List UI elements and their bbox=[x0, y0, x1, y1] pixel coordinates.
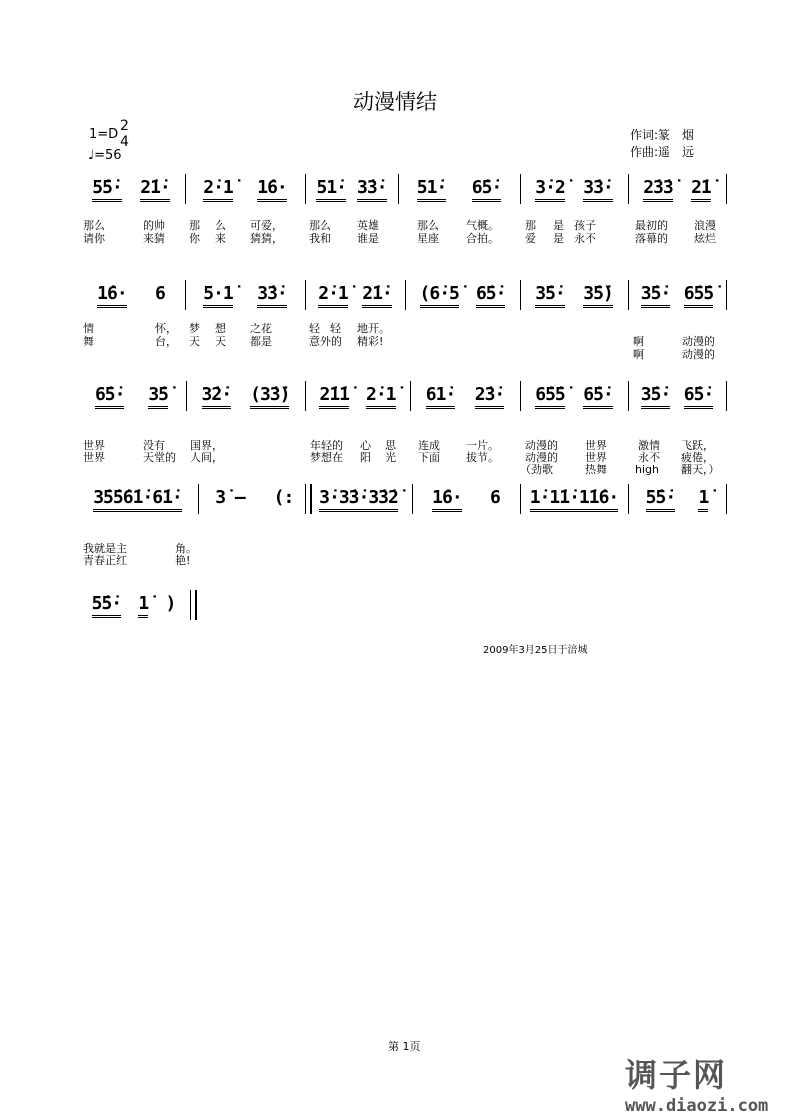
lyric-word: 那么 bbox=[309, 219, 331, 232]
measure bbox=[204, 488, 256, 518]
measure bbox=[634, 488, 720, 518]
time-signature bbox=[120, 118, 129, 150]
lyric-word: 来猜 bbox=[143, 232, 165, 245]
barline bbox=[186, 381, 187, 411]
lyric-word: 下面 bbox=[418, 451, 440, 464]
measure bbox=[83, 385, 180, 415]
note-group: 3̇5̇) bbox=[583, 284, 613, 308]
note-group: 2̇1̇· bbox=[140, 178, 170, 202]
note-group: 6̇5̇· bbox=[684, 385, 714, 409]
lyric-word: 浪漫 bbox=[694, 219, 716, 232]
lyric-word: 青春正红 bbox=[83, 554, 127, 567]
lyric-word: 翻天，） bbox=[681, 463, 720, 476]
barline bbox=[520, 174, 521, 204]
measure bbox=[634, 284, 720, 314]
note-group: (3̇3̇) bbox=[250, 385, 289, 409]
note-group: 2̇3̇3̇ bbox=[643, 178, 673, 202]
barline bbox=[305, 381, 306, 411]
note-group: 2̇·1̇ bbox=[318, 284, 348, 308]
note-group: 51̇· bbox=[316, 178, 346, 202]
lyric-word: 天堂的 bbox=[143, 451, 176, 464]
lyric-word: 梦 bbox=[189, 322, 200, 335]
lyric-word: 孩子 bbox=[574, 219, 596, 232]
note-group: 2̇1̇· bbox=[362, 284, 392, 308]
lyric-word: 是 bbox=[553, 219, 564, 232]
lyric-word: 星座 bbox=[417, 232, 439, 245]
key-signature: 1=D bbox=[89, 127, 119, 142]
note-group: (: bbox=[273, 487, 294, 508]
lyric-word: 情 bbox=[83, 322, 94, 335]
watermark-logo: 调子网 bbox=[625, 1056, 728, 1094]
measure bbox=[83, 594, 184, 624]
note-group: 5̇5̇· bbox=[646, 488, 676, 512]
lyric-word: 合拍。 bbox=[466, 232, 499, 245]
measure bbox=[634, 178, 720, 208]
measure bbox=[416, 385, 514, 415]
note-group: 51̇· bbox=[417, 178, 447, 202]
barline bbox=[520, 381, 521, 411]
note-group: 1̇6· bbox=[257, 178, 287, 202]
lyric-word: 动漫的 bbox=[682, 335, 715, 348]
measure bbox=[83, 178, 179, 208]
barline bbox=[628, 484, 629, 514]
lyric-word: 英雄 bbox=[357, 219, 379, 232]
note-group: 3̇3̇· bbox=[357, 178, 387, 202]
lyric-word: 爱 bbox=[525, 232, 536, 245]
note-group: 2̇·1̇ bbox=[366, 385, 396, 409]
lyric-word: 永不 bbox=[574, 232, 596, 245]
note-group: 2̇3̇· bbox=[475, 385, 505, 409]
measure bbox=[311, 385, 404, 415]
tempo-value: =56 bbox=[94, 148, 122, 163]
lyric-word: 思 bbox=[385, 439, 396, 452]
double-barline bbox=[190, 590, 197, 620]
lyric-word: 动漫的 bbox=[525, 439, 558, 452]
lyric-word: 光 bbox=[385, 451, 396, 464]
note-group: 3̇5̇ bbox=[148, 385, 168, 409]
measure bbox=[526, 385, 622, 415]
barline bbox=[628, 280, 629, 310]
note-group: 6̇5̇· bbox=[95, 385, 125, 409]
lyric-word: 都是 bbox=[250, 335, 272, 348]
note-group: 6̇5̇· bbox=[472, 178, 502, 202]
note-group: 3̇5̇· bbox=[641, 385, 671, 409]
barline bbox=[410, 381, 411, 411]
lyric-word: 啊 bbox=[633, 348, 644, 361]
lyric-word: 世界 bbox=[83, 451, 105, 464]
quarter-note-icon: ♩ bbox=[88, 148, 95, 163]
lyric-word: 台， bbox=[155, 335, 177, 348]
lyric-word: 请你 bbox=[83, 232, 105, 245]
lyric-word: 可爱， bbox=[250, 219, 283, 232]
barline bbox=[198, 484, 199, 514]
note-group: 3̇3̇· bbox=[257, 284, 287, 308]
note-group: 3̇·2̇ bbox=[535, 178, 565, 202]
barline bbox=[628, 381, 629, 411]
note-group: (6̇·5̇ bbox=[420, 284, 459, 308]
barline bbox=[726, 280, 727, 310]
note-group: 1̇6· bbox=[432, 488, 462, 512]
lyric-word: 没有 bbox=[143, 439, 165, 452]
lyric-word: 谁是 bbox=[357, 232, 379, 245]
note-group: 61̇· bbox=[426, 385, 456, 409]
note-group: 6 bbox=[489, 487, 500, 508]
barline bbox=[726, 381, 727, 411]
tempo-marking bbox=[88, 148, 122, 163]
lyric-word: 我就是主 bbox=[83, 542, 127, 555]
lyric-word: 世界 bbox=[83, 439, 105, 452]
lyric-word: 炫烂 bbox=[694, 232, 716, 245]
lyric-word: 怀， bbox=[155, 322, 177, 335]
note-group: 1̇·1̇1̇·1̇1̇6· bbox=[530, 488, 619, 512]
measure bbox=[411, 284, 514, 314]
measure bbox=[634, 385, 720, 415]
lyric-word: 啊 bbox=[633, 335, 644, 348]
barline bbox=[726, 484, 727, 514]
lyric-word: 世界 bbox=[585, 439, 607, 452]
note-group: 6̇5̇5̇ bbox=[684, 284, 714, 308]
lyric-word: high bbox=[635, 463, 659, 476]
barline bbox=[305, 280, 306, 310]
barline bbox=[398, 174, 399, 204]
lyric-word: 艳! bbox=[175, 554, 191, 567]
lyric-word: 猜猜， bbox=[250, 232, 283, 245]
barline bbox=[305, 174, 306, 204]
lyric-word: 世界 bbox=[585, 451, 607, 464]
time-signature-bottom: 4 bbox=[120, 134, 129, 150]
lyric-word: 那么 bbox=[83, 219, 105, 232]
measure bbox=[418, 488, 514, 518]
measure bbox=[526, 488, 622, 518]
page-number: 第 1页 bbox=[388, 1040, 421, 1053]
lyric-word: 轻 bbox=[309, 322, 320, 335]
lyric-word: 激情 bbox=[638, 439, 660, 452]
song-title: 动漫情结 bbox=[353, 90, 437, 114]
lyric-word: 角。 bbox=[175, 542, 197, 555]
lyric-word: 年轻的 bbox=[310, 439, 343, 452]
lyric-word: 那么 bbox=[417, 219, 439, 232]
barline bbox=[185, 174, 186, 204]
lyric-word: 是 bbox=[553, 232, 564, 245]
note-group: 3̇3̇· bbox=[583, 178, 613, 202]
note-group: ) bbox=[165, 593, 176, 614]
time-signature-top: 2 bbox=[120, 118, 129, 134]
lyric-word: 那 bbox=[189, 219, 200, 232]
lyric-word: 拔节。 bbox=[466, 451, 499, 464]
note-group: 3̇·3̇3̇·3̇3̇2̇ bbox=[319, 488, 398, 512]
note-group: 2̇1̇ bbox=[691, 178, 711, 202]
lyric-word: 意外的 bbox=[309, 335, 342, 348]
note-group: 5·1̇ bbox=[203, 284, 233, 308]
note-group: 3̇2̇· bbox=[202, 385, 232, 409]
lyric-word: 人间， bbox=[190, 451, 223, 464]
barline bbox=[726, 174, 727, 204]
note-group: 3̇ — bbox=[215, 487, 245, 508]
lyricist: 作词:篆 烟 bbox=[630, 128, 695, 142]
watermark-url: www.diaozi.com bbox=[625, 1096, 769, 1116]
date-note: 2009年3月25日于涪城 bbox=[483, 645, 588, 656]
measure bbox=[192, 385, 299, 415]
lyric-word: 天 bbox=[189, 335, 200, 348]
lyric-word: 连成 bbox=[418, 439, 440, 452]
measure bbox=[191, 178, 299, 208]
note-group: 3̇5̇· bbox=[641, 284, 671, 308]
lyric-word: 地开。 bbox=[357, 322, 390, 335]
note-group: 6 bbox=[154, 283, 165, 304]
lyric-word: 梦想在 bbox=[310, 451, 343, 464]
barline bbox=[520, 484, 521, 514]
note-group: 6̇5̇· bbox=[583, 385, 613, 409]
lyric-word: 那 bbox=[525, 219, 536, 232]
lyric-word: 轻 bbox=[330, 322, 341, 335]
note-group: 3̇5̇· bbox=[535, 284, 565, 308]
lyric-word: 气概。 bbox=[466, 219, 499, 232]
lyric-word: 来 bbox=[215, 232, 226, 245]
measure bbox=[526, 284, 622, 314]
lyric-word: 心 bbox=[360, 439, 371, 452]
note-group: 5̇5̇· bbox=[92, 178, 122, 202]
lyric-word: 天 bbox=[215, 335, 226, 348]
note-group: 6̇5̇· bbox=[476, 284, 506, 308]
note-group: 2̇1̇1̇ bbox=[319, 385, 349, 409]
lyric-word: 阳 bbox=[360, 451, 371, 464]
measure bbox=[268, 488, 299, 518]
barline bbox=[520, 280, 521, 310]
note-group: 3̇5̇5̇6̇1̇·6̇1̇· bbox=[93, 488, 182, 512]
lyric-word: 的帅 bbox=[143, 219, 165, 232]
measure bbox=[404, 178, 514, 208]
lyric-word: 之花 bbox=[250, 322, 272, 335]
measure bbox=[83, 284, 179, 314]
composer: 作曲:遥 远 bbox=[630, 145, 695, 159]
note-group: 6̇5̇5̇ bbox=[535, 385, 565, 409]
lyric-word: 最初的 bbox=[635, 219, 668, 232]
lyric-word: 疲倦， bbox=[681, 451, 714, 464]
lyric-word: 动漫的 bbox=[682, 348, 715, 361]
measure bbox=[191, 284, 299, 314]
lyric-word: 么 bbox=[215, 219, 226, 232]
lyric-word: 你 bbox=[189, 232, 200, 245]
measure bbox=[311, 488, 406, 518]
lyric-word: 一片。 bbox=[466, 439, 499, 452]
barline bbox=[628, 174, 629, 204]
measure bbox=[311, 284, 399, 314]
barline bbox=[412, 484, 413, 514]
lyric-word: 想 bbox=[215, 322, 226, 335]
measure bbox=[83, 488, 192, 518]
lyric-word: 舞 bbox=[83, 335, 94, 348]
lyric-word: （劲歌 bbox=[520, 463, 553, 476]
lyric-word: 国界， bbox=[190, 439, 223, 452]
measure bbox=[526, 178, 622, 208]
note-group: 2̇·1̇ bbox=[203, 178, 233, 202]
lyric-word: 我和 bbox=[309, 232, 331, 245]
barline bbox=[405, 280, 406, 310]
lyric-word: 动漫的 bbox=[525, 451, 558, 464]
lyric-word: 飞跃， bbox=[681, 439, 714, 452]
lyric-word: 精彩! bbox=[357, 335, 384, 348]
lyric-word: 热舞 bbox=[585, 463, 607, 476]
barline bbox=[185, 280, 186, 310]
note-group: 1̇6· bbox=[97, 284, 127, 308]
note-group: 5̇5̇· bbox=[92, 594, 122, 618]
measure bbox=[311, 178, 392, 208]
note-group: 1̇ bbox=[138, 594, 148, 618]
lyric-word: 落幕的 bbox=[635, 232, 668, 245]
lyric-word: 永不 bbox=[638, 451, 660, 464]
note-group: 1̇ bbox=[698, 488, 708, 512]
